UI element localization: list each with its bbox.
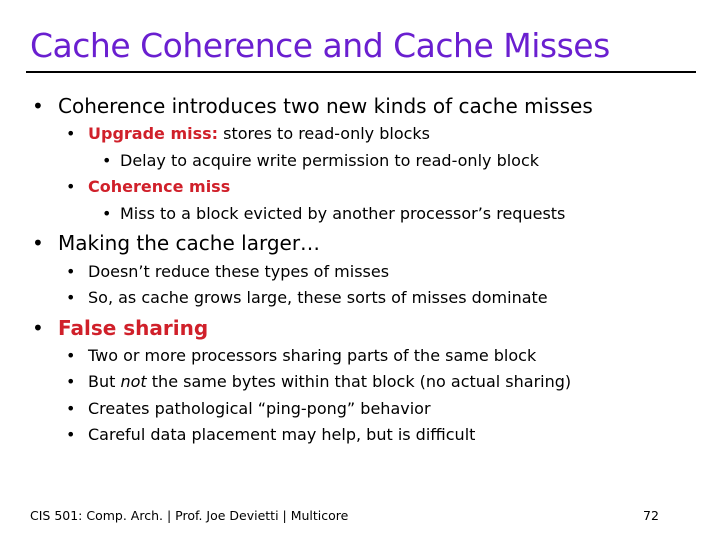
- bullet-marker: •: [66, 124, 76, 143]
- bullet-coherence-misses: [32, 94, 593, 118]
- bullet-marker: •: [66, 288, 76, 307]
- bullet-marker: •: [32, 231, 44, 255]
- sub-bullet-text-pre: But: [88, 372, 121, 391]
- bullet-text: Coherence introduces two new kinds of cache misses: [58, 94, 593, 118]
- slide-title: Cache Coherence and Cache Misses: [30, 26, 610, 65]
- bullet-cache-larger: [32, 231, 320, 255]
- sub-bullet-text: Creates pathological “ping-pong” behavior: [88, 399, 431, 418]
- bullet-marker: •: [66, 425, 76, 444]
- bullet-marker: •: [32, 94, 44, 118]
- sub-bullet-ping-pong: [66, 399, 431, 418]
- sub-bullet-text: Two or more processors sharing parts of the same block: [88, 346, 537, 365]
- sub-bullet-doesnt-reduce: [66, 262, 389, 281]
- sub-bullet-misses-dominate: [66, 288, 548, 307]
- bullet-marker: •: [66, 177, 76, 196]
- bullet-marker: •: [66, 262, 76, 281]
- detail-coherence-miss: [102, 204, 565, 223]
- sub-bullet-coherence-miss: [66, 177, 230, 196]
- sub-bullet-text: Careful data placement may help, but is difficult: [88, 425, 476, 444]
- bullet-false-sharing: [32, 316, 208, 340]
- sub-bullet-text: Doesn’t reduce these types of misses: [88, 262, 390, 281]
- sub-bullet-text: stores to read-only blocks: [218, 124, 431, 143]
- term-false-sharing: False sharing: [58, 316, 209, 340]
- emphasis-not: not: [120, 372, 147, 391]
- sub-bullet-not-same-bytes: [66, 372, 571, 391]
- detail-upgrade-miss: [102, 151, 539, 170]
- title-underline: [26, 71, 696, 73]
- sub-bullet-text: So, as cache grows large, these sorts of misses dominate: [88, 288, 548, 307]
- sub-bullet-upgrade-miss: [66, 124, 430, 143]
- bullet-marker: •: [66, 346, 76, 365]
- bullet-marker: •: [32, 316, 44, 340]
- slide-footer: CIS 501: Comp. Arch. | Prof. Joe Devietti | Multicore: [30, 508, 349, 523]
- bullet-marker: •: [102, 204, 112, 223]
- page-number: 72: [643, 508, 659, 523]
- detail-text: Miss to a block evicted by another processor’s requests: [120, 204, 566, 223]
- bullet-text: Making the cache larger…: [58, 231, 321, 255]
- sub-bullet-text-post: the same bytes within that block (no actual sharing): [146, 372, 572, 391]
- bullet-marker: •: [66, 399, 76, 418]
- term-coherence-miss: Coherence miss: [88, 177, 231, 196]
- sub-bullet-data-placement: [66, 425, 475, 444]
- term-upgrade-miss: Upgrade miss:: [88, 124, 219, 143]
- sub-bullet-two-processors: [66, 346, 536, 365]
- bullet-marker: •: [102, 151, 112, 170]
- detail-text: Delay to acquire write permission to read-only block: [120, 151, 540, 170]
- bullet-marker: •: [66, 372, 76, 391]
